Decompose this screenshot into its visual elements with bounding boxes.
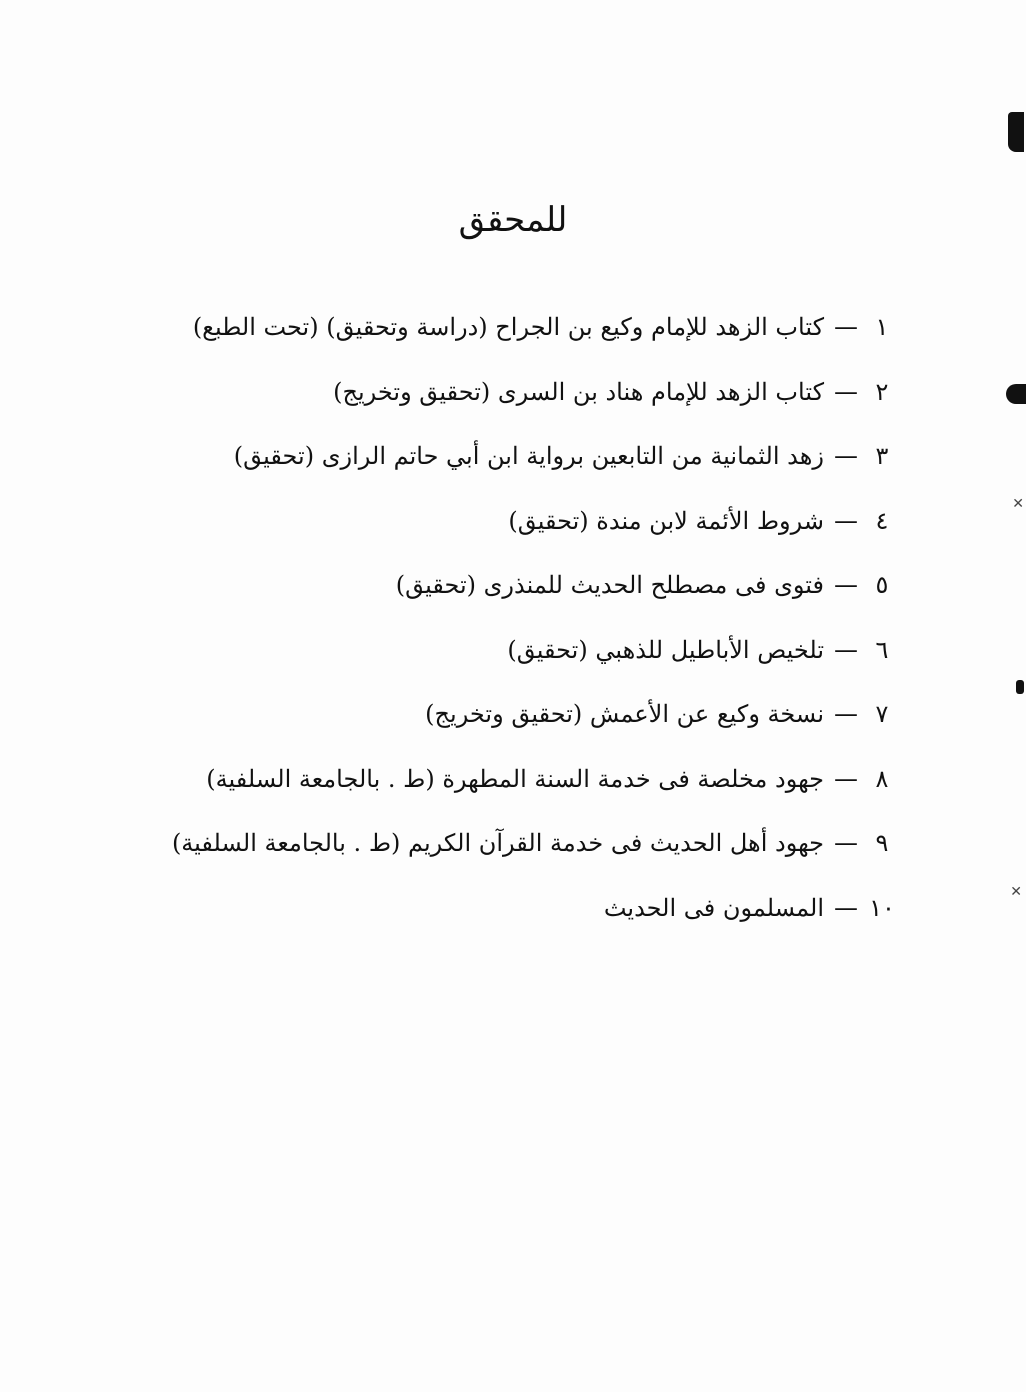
page-title: للمحقق bbox=[458, 200, 568, 240]
scan-artifact bbox=[1016, 680, 1024, 694]
item-number: ٣ bbox=[875, 442, 889, 470]
item-number: ٩ bbox=[875, 829, 889, 857]
item-dash: — bbox=[834, 506, 858, 535]
item-dash: — bbox=[834, 635, 858, 664]
item-number: ٤ bbox=[875, 506, 889, 535]
item-dash: — bbox=[834, 442, 858, 470]
item-title: المسلمون فى الحديث bbox=[603, 893, 824, 922]
scan-artifact: ✕ bbox=[1012, 496, 1024, 512]
item-title: كتاب الزهد للإمام هناد بن السرى (تحقيق وتخريج) bbox=[333, 377, 824, 406]
item-dash: — bbox=[834, 313, 858, 341]
item-title: فتوى فى مصطلح الحديث للمنذرى (تحقيق) bbox=[395, 571, 824, 599]
list-item bbox=[176, 370, 896, 435]
item-number: ٦ bbox=[875, 635, 889, 664]
item-title: جهود أهل الحديث فى خدمة القرآن الكريم (ط . بالجامعة السلفية) bbox=[171, 829, 824, 857]
list-item bbox=[176, 499, 896, 564]
item-dash: — bbox=[834, 571, 858, 599]
item-dash: — bbox=[834, 893, 858, 922]
item-number: ٢ bbox=[875, 377, 889, 406]
item-dash: — bbox=[834, 377, 858, 406]
list-item bbox=[176, 757, 896, 822]
item-number: ١٠ bbox=[869, 893, 895, 922]
item-title: نسخة وكيع عن الأعمش (تحقيق وتخريج) bbox=[425, 700, 824, 728]
item-title: كتاب الزهد للإمام وكيع بن الجراح (دراسة وتحقيق) (تحت الطبع) bbox=[192, 313, 824, 341]
item-title: زهد الثمانية من التابعين برواية ابن أبي حاتم الرازى (تحقيق) bbox=[233, 442, 824, 470]
list-item bbox=[176, 305, 896, 370]
list-item bbox=[176, 628, 896, 693]
item-title: تلخيص الأباطيل للذهبي (تحقيق) bbox=[507, 635, 824, 664]
item-number: ٨ bbox=[875, 764, 889, 793]
list-item bbox=[176, 563, 896, 628]
item-title: جهود مخلصة فى خدمة السنة المطهرة (ط . بالجامعة السلفية) bbox=[206, 764, 824, 793]
item-title: شروط الأئمة لابن مندة (تحقيق) bbox=[508, 506, 824, 535]
item-number: ١ bbox=[875, 313, 889, 341]
list-item bbox=[176, 692, 896, 757]
item-number: ٥ bbox=[875, 571, 889, 599]
item-number: ٧ bbox=[875, 700, 889, 728]
scan-artifact bbox=[1008, 112, 1024, 152]
item-dash: — bbox=[834, 829, 858, 857]
list-item bbox=[176, 434, 896, 499]
scan-artifact bbox=[1006, 384, 1026, 404]
item-dash: — bbox=[834, 700, 858, 728]
item-dash: — bbox=[834, 764, 858, 793]
scan-artifact: ✕ bbox=[1010, 884, 1022, 900]
list-item bbox=[176, 886, 896, 951]
works-list bbox=[171, 305, 896, 950]
list-item bbox=[171, 821, 896, 886]
